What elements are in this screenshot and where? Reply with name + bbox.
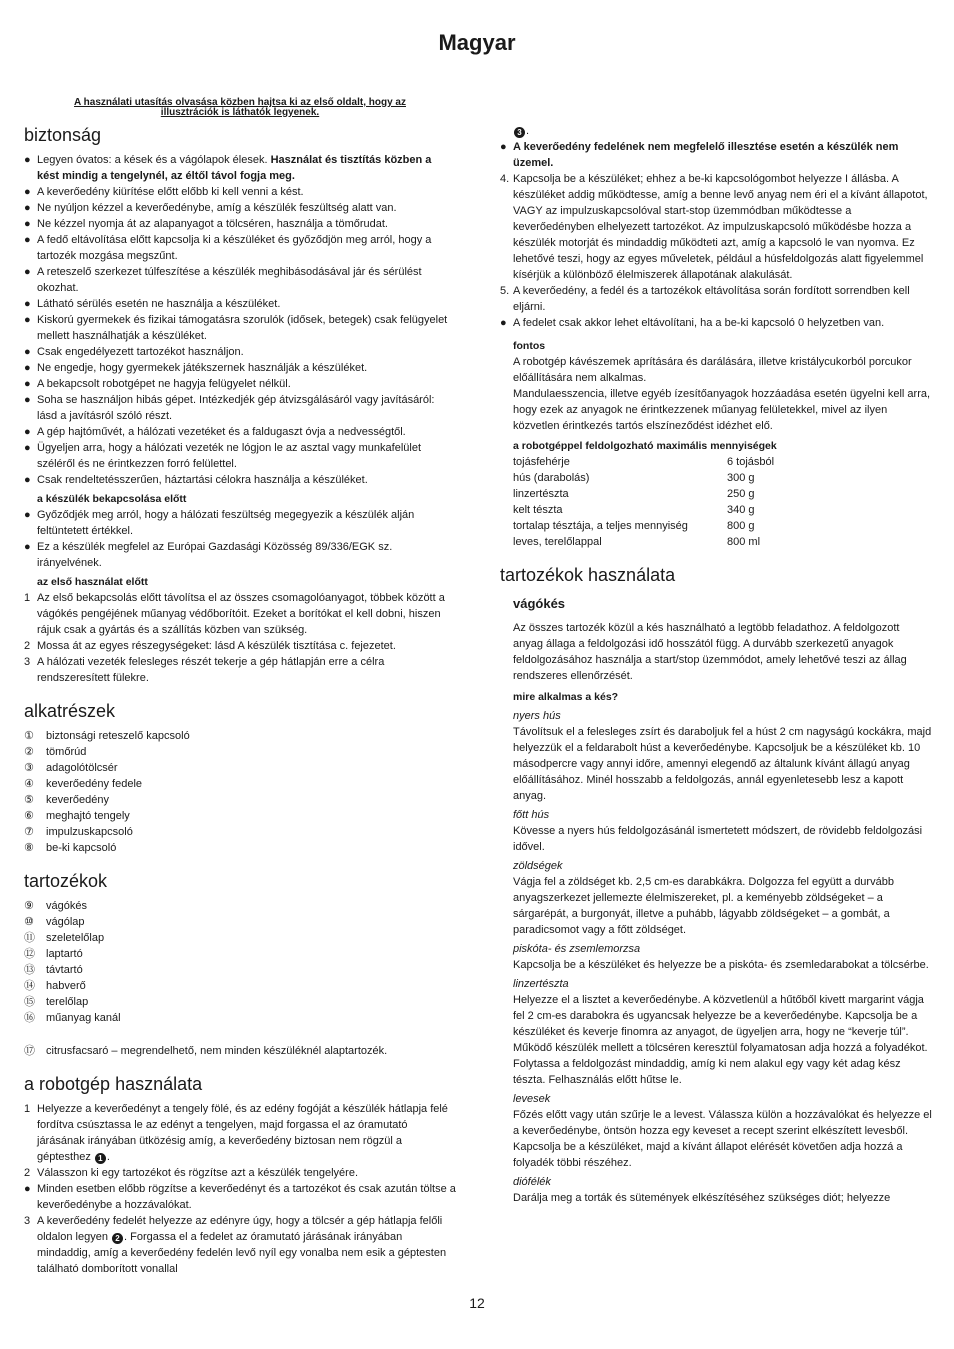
item-title: linzertészta [513, 978, 569, 990]
bullet-icon: ● [24, 346, 31, 358]
list-item: ● Minden esetben előbb rögzítse a keverőedényt és a tartozékot és csak azután töltse a keverőedénybe a hozzávalókat. [24, 1183, 456, 1211]
safety-list [24, 152, 456, 488]
list-item: ● A keverőedény fedelének nem megfelelő illesztése esetén a készülék nem üzemel. [500, 141, 899, 169]
bullet-icon: ● [24, 442, 31, 454]
list-item: ⑰ citrusfacsaró – megrendelhető, nem minden készüléknél alaptartozék. [24, 1045, 388, 1057]
paragraph: Helyezze el a lisztet a keverőedénybe. A közvetlenül a hűtőből kivett margarint vágja fel 2 cm-es darabokra és ugyancsak helyezze be a keverőedénybe. Kapcsolja be a készüléket és keverje finomra az anyagot, de ügyeljen arra, hogy ne “keverje túl”. Működő készülék mellett a tölcséren keresztül folyamatosan adja hozzá a folyadékot. Folytassa a feldolgozást mindaddig, amíg ki nem alakul egy vagy két adag kész tészta. Felhasználás előtt hűtse le. [513, 994, 928, 1086]
list-item: ① biztonsági reteszelő kapcsoló [24, 730, 190, 742]
section-heading-attachment-use: tartozékok használata [500, 565, 676, 585]
section-heading-safety: biztonság [24, 125, 102, 145]
list-item: ● A gép hajtóművét, a hálózati vezetéket és a faldugaszt óvja a nedvességtől. [24, 426, 406, 438]
max-quantity-table [500, 454, 932, 550]
list-item: ● Legyen óvatos: a kések és a vágólapok élesek. Használat és tisztítás közben a kést mindig a tengelynél, az éltől távol fogja meg. [24, 154, 432, 182]
list-item: ● A fedő eltávolítása előtt kapcsolja ki a készüléket és győződjön meg arról, hogy a tartozék mozgása megszűnt. [24, 234, 432, 262]
item-title: nyers hús [513, 710, 561, 722]
paragraph: A robotgép kávészemek aprítására és darálására, illetve kristálycukorból porcukor előállítására nem alkalmas. [513, 356, 912, 384]
subheading-important: fontos [513, 340, 546, 352]
numbered-step: 2 Mossa át az egyes részegységeket: lásd A készülék tisztítása c. fejezetet. [24, 640, 396, 652]
intro-note: A használati utasítás olvasása közben hajtsa ki az első oldalt, hogy az illusztrációk is láthatók legyenek. [74, 97, 406, 118]
subheading-knife: vágókés [513, 596, 566, 611]
table-row: kelt tészta 340 g [513, 504, 755, 516]
list-item: ⑩ vágólap [24, 916, 85, 928]
list-item: ⑥ meghajtó tengely [24, 810, 130, 822]
bullet-icon: ● [24, 378, 31, 390]
bullet-icon: ● [24, 426, 31, 438]
section-heading-usage: a robotgép használata [24, 1074, 203, 1094]
numbered-step: 2 Válasszon ki egy tartozékot és rögzítse azt a készülék tengelyére. [24, 1167, 358, 1179]
item-title: főtt hús [513, 809, 550, 821]
paragraph: Vágja fel a zöldséget kb. 2,5 cm-es darabkákra. Dolgozza fel együtt a durvább anyagszerkezet jellemezte élelmiszereket, pl. a keményebb zöldségeket – a sárgarépát, a burgonyát, illetve a puhább, lágyabb zöldségeket – a gombát, a paradicsomot vagy a főtt zöldséget. [513, 876, 894, 936]
list-item: ● Ne kézzel nyomja át az alapanyagot a tölcséren, használja a tömőrudat. [24, 218, 388, 230]
bullet-icon: ● [24, 186, 31, 198]
list-item: ⑧ be-ki kapcsoló [24, 842, 117, 854]
bullet-icon: ● [500, 141, 507, 153]
bullet-icon: ● [24, 1183, 31, 1195]
table-row: hús (darabolás) 300 g [513, 472, 755, 484]
item-title: diófélék [513, 1176, 551, 1188]
bullet-icon: ● [24, 509, 31, 521]
list-item: ● Győződjék meg arról, hogy a hálózati feszültség megegyezik a készülék alján feltüntetett értékkel. [24, 509, 415, 537]
paragraph: Mandulaesszencia, illetve egyéb ízesítőanyagok hozzáadása esetén ügyelni kell arra, hogy ezek az anyagok ne érintkezzenek műanyag felületekkel, mivel az ilyen közvetlen érintkezés tartós elszíneződést idézhet elő. [513, 388, 931, 432]
table-row: tortalap tésztája, a teljes mennyiség 800 g [513, 520, 755, 532]
bullet-icon: ● [24, 541, 31, 553]
subheading-max: a robotgéppel feldolgozható maximális mennyiségek [513, 440, 777, 452]
table-row: tojásfehérje 6 tojásból [513, 456, 775, 468]
list-item: ● Ügyeljen arra, hogy a hálózati vezeték ne lógjon le az asztal vagy munkafelület széléről és ne érintkezzen forró felülettel. [24, 442, 422, 470]
bullet-icon: ● [24, 266, 31, 278]
bullet-icon: ● [24, 394, 31, 406]
paragraph: Az összes tartozék közül a kés használható a legtöbb feladathoz. A feldolgozott anyag állaga a feldolgozási idő hosszától függ. A durvább szerkezetű anyagok feldolgozásához használja a start/stop üzemmódot, amely lehetővé teszi az állag rendszeres ellenőrzését. [513, 622, 907, 682]
section-heading-attachments: tartozékok [24, 871, 108, 891]
numbered-step: 5. A keverőedény, a fedél és a tartozékok eltávolítása során fordított sorrendben kell eljárni. [500, 285, 910, 313]
bullet-icon: ● [24, 154, 31, 166]
right-column [500, 123, 932, 1206]
page-title: Magyar [438, 30, 516, 55]
item-title: zöldségek [513, 860, 563, 872]
list-item: ⑯ műanyag kanál [24, 1012, 121, 1024]
paragraph: Kapcsolja be a készüléket és helyezze be a piskóta- és zsemledarabokat a tölcsérbe. [513, 959, 929, 971]
list-item: ⑪ szeletelőlap [24, 932, 105, 944]
list-item: ● A bekapcsolt robotgépet ne hagyja felügyelet nélkül. [24, 378, 291, 390]
bullet-icon: ● [24, 314, 31, 326]
list-item: ② tömőrúd [24, 746, 87, 758]
item-title: levesek [513, 1093, 551, 1105]
bullet-icon: ● [500, 317, 507, 329]
paragraph: Kövesse a nyers hús feldolgozásánál ismertetett módszert, de rövidebb feldolgozási idővel. [513, 825, 923, 853]
list-item: ● Látható sérülés esetén ne használja a készüléket. [24, 298, 281, 310]
subheading-before-plug: a készülék bekapcsolása előtt [37, 493, 187, 505]
bullet-icon: ● [24, 362, 31, 374]
figure-ref-icon: 3 [514, 127, 525, 138]
list-item: ● Ne engedje, hogy gyermekek játékszernek használják a készüléket. [24, 362, 368, 374]
figure-ref-icon: 2 [112, 1233, 123, 1244]
subheading-first-use: az első használat előtt [37, 576, 148, 588]
table-row: leves, terelőlappal 800 ml [513, 536, 761, 548]
list-item: ⑦ impulzuskapcsoló [24, 826, 133, 838]
list-item: ● A reteszelő szerkezet túlfeszítése a készülék meghibásodásával jár és sérülést okozhat. [24, 266, 422, 294]
list-item: ④ keverőedény fedele [24, 778, 143, 790]
list-item: ● Soha se használjon hibás gépet. Intézkedjék gép átvizsgálásáról vagy javításáról: lásd a javításról szóló részt. [24, 394, 435, 422]
numbered-step: 1 Az első bekapcsolás előtt távolítsa el az összes csomagolóanyagot, többek között a vágókés pengéjének műanyag védőborítóit. Ezeket a borítókat el kell dobni, hiszen rájuk csak a gyártás és a szállítás közben van szükség. [24, 592, 445, 636]
bullet-icon: ● [24, 218, 31, 230]
list-item: ● Ez a készülék megfelel az Európai Gazdasági Közösség 89/336/EGK sz. irányelvének. [24, 541, 393, 569]
list-item: ⑨ vágókés [24, 900, 87, 912]
list-item: ⑭ habverő [24, 980, 86, 992]
subheading-when: mire alkalmas a kés? [513, 691, 619, 703]
figure-ref-icon: 1 [95, 1153, 106, 1164]
list-item: ● A keverőedény kiürítése előtt előbb ki kell venni a kést. [24, 186, 304, 198]
bullet-icon: ● [24, 202, 31, 214]
list-item: ● A fedelet csak akkor lehet eltávolítani, ha a be-ki kapcsoló 0 helyzetben van. [500, 317, 885, 329]
numbered-step: 4. Kapcsolja be a készüléket; ehhez a be-ki kapcsológombot helyezze I állásba. A készüléket addig működtesse, amíg a benne levő anyag nem éri el a kívánt állapotot, VAGY az impulzuskapcsolóval start-stop üzemmódban működtesse a keverőedényben elhelyezett tartozékot. Az impulzuskapcsoló működésbe hozza a készülék motorját és mindaddig működteti azt, amíg a kapcsoló le van nyomva. Ez lehetővé teszi, hogy az egyes műveletek, például a húsfeldolgozás alatt figyelemmel kísérjük a különböző élelmiszerek állapotának alakulását. [500, 173, 928, 281]
list-item: ③ adagolótölcsér [24, 762, 118, 774]
left-column [24, 98, 456, 1277]
section-heading-parts: alkatrészek [24, 701, 116, 721]
page-number: 12 [469, 1295, 485, 1311]
bullet-icon: ● [24, 234, 31, 246]
list-item: ● Csak engedélyezett tartozékot használjon. [24, 346, 244, 358]
list-item: ⑬ távtartó [24, 964, 83, 976]
numbered-step: 1 Helyezze a keverőedényt a tengely fölé, és az edény fogóját a készülék hátlapja felé fordítva csúsztassa le az edényt a tengelyen, majd forgassa el az óramutató járásának irányában ütközésig amíg, a keverőedény biztosan nem rögzül a géptesthez 1 . [24, 1103, 448, 1163]
paragraph: Főzés előtt vagy után szűrje le a levest. Válassza külön a hozzávalókat és helyezze el a keverőedénybe, öntsön hozza egy keveset a recept szerint elkészített levesből. Kapcsolja be a készüléket, majd a kívánt állapot elérését követően adja hozzá a folyadék többi részéhez. [513, 1109, 932, 1169]
paragraph: Darálja meg a torták és sütemények elkészítéséhez szükséges diót; helyezze [513, 1192, 891, 1204]
numbered-step: 3 A hálózati vezeték felesleges részét tekerje a gép hátlapján erre a célra rendszeresített fülekre. [24, 656, 385, 684]
list-item: ⑤ keverőedény [24, 794, 109, 806]
bullet-icon: ● [24, 474, 31, 486]
list-item: ⑫ laptartó [24, 948, 83, 960]
bullet-icon: ● [24, 298, 31, 310]
list-item: ● Csak rendeltetésszerűen, háztartási célokra használja a készüléket. [24, 474, 368, 486]
paragraph: Távolítsuk el a felesleges zsírt és daraboljuk fel a húst 2 cm nagyságú kockákra, majd helyezzük el a feldarabolt húst a keverőedénybe. Kapcsoljuk be a készüléket kb. 10 másodpercre vagy annyi időre, amennyi elegendő az általunk kívánt állagú anyag előállításához. Minél hosszabb a feldolgozás, annál egyenletesebb lesz a kapott anyag. [513, 726, 932, 802]
item-title: piskóta- és zsemlemorzsa [513, 943, 641, 955]
list-item: ● Ne nyúljon kézzel a keverőedénybe, amíg a készülék feszültség alatt van. [24, 202, 397, 214]
list-item: ● Kiskorú gyermekek és fizikai támogatásra szorulók (idősek, betegek) csak felügyelet mellett használhatják a készüléket. [24, 314, 448, 342]
step3-continuation: 3 . [500, 123, 932, 139]
list-item: ⑮ terelőlap [24, 996, 89, 1008]
numbered-step: 3 A keverőedény fedelét helyezze az edényre úgy, hogy a tölcsér a gép hátlapja felőli oldalon legyen 2 . Forgassa el a fedelet az óramutató járásának irányában mindaddig, amíg a keverőedény fedelén levő nyíl egy vonalba nem esik a géptesten található domborított vonallal [24, 1215, 447, 1275]
table-row: linzertészta 250 g [513, 488, 755, 500]
